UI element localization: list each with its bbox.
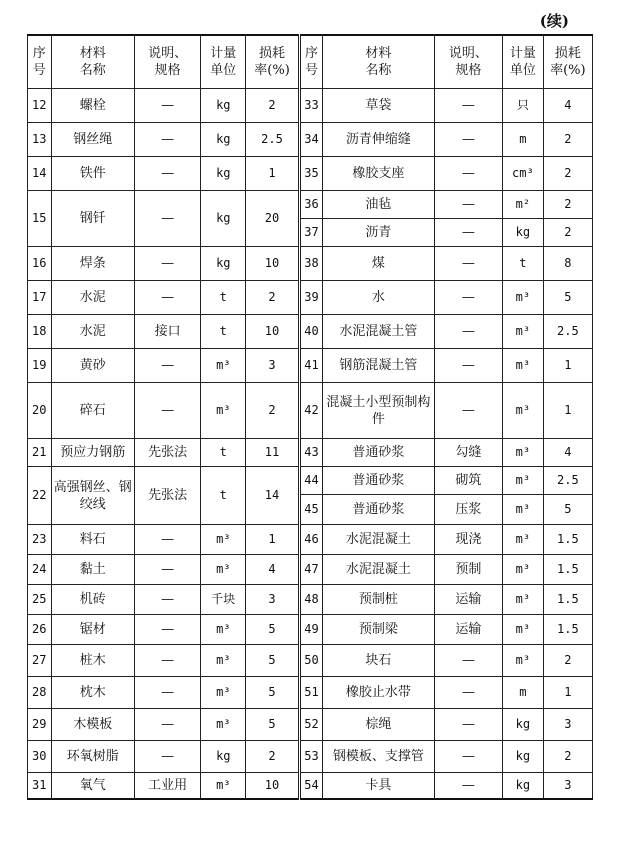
- left-spec-cell: —: [134, 677, 200, 709]
- left-loss-cell: 1: [246, 157, 300, 191]
- table-row: [28, 615, 593, 645]
- left-name-cell: 环氧树脂: [51, 741, 134, 773]
- left-unit-cell: m³: [201, 615, 246, 645]
- right-spec-cell: 预制: [434, 555, 502, 585]
- left-unit-cell: t: [201, 467, 246, 525]
- right-name-cell: 普通砂浆: [323, 495, 434, 525]
- left-spec-cell: 先张法: [134, 439, 200, 467]
- header-no: 序 号: [299, 35, 323, 89]
- left-name-cell: 桩木: [51, 645, 134, 677]
- right-no-cell: 34: [299, 123, 323, 157]
- left-name-cell: 水泥: [51, 281, 134, 315]
- left-no-cell: 22: [28, 467, 52, 525]
- left-no-cell: 14: [28, 157, 52, 191]
- left-no-cell: 27: [28, 645, 52, 677]
- right-no-cell: 47: [299, 555, 323, 585]
- right-unit-cell: m³: [503, 349, 544, 383]
- left-no-cell: 25: [28, 585, 52, 615]
- left-name-cell: 料石: [51, 525, 134, 555]
- left-name-cell: 黏土: [51, 555, 134, 585]
- left-unit-cell: m³: [201, 349, 246, 383]
- right-loss-cell: 2.5: [543, 467, 592, 495]
- table-row: [28, 645, 593, 677]
- right-name-cell: 普通砂浆: [323, 439, 434, 467]
- left-no-cell: 18: [28, 315, 52, 349]
- right-loss-cell: 1.5: [543, 615, 592, 645]
- right-name-cell: 水泥混凝土: [323, 525, 434, 555]
- left-no-cell: 24: [28, 555, 52, 585]
- right-spec-cell: —: [434, 89, 502, 123]
- right-spec-cell: —: [434, 383, 502, 439]
- right-spec-cell: —: [434, 315, 502, 349]
- left-unit-cell: kg: [201, 123, 246, 157]
- left-spec-cell: —: [134, 281, 200, 315]
- right-unit-cell: kg: [503, 219, 544, 247]
- header-loss: 损耗 率(%): [246, 35, 300, 89]
- header-spec: 说明、 规格: [134, 35, 200, 89]
- left-unit-cell: kg: [201, 741, 246, 773]
- left-loss-cell: 1: [246, 525, 300, 555]
- right-spec-cell: —: [434, 191, 502, 219]
- right-unit-cell: m³: [503, 315, 544, 349]
- left-unit-cell: t: [201, 281, 246, 315]
- left-no-cell: 16: [28, 247, 52, 281]
- left-spec-cell: —: [134, 615, 200, 645]
- left-loss-cell: 5: [246, 615, 300, 645]
- right-spec-cell: 运输: [434, 585, 502, 615]
- right-loss-cell: 4: [543, 89, 592, 123]
- left-no-cell: 21: [28, 439, 52, 467]
- left-no-cell: 26: [28, 615, 52, 645]
- header-name: 材料 名称: [51, 35, 134, 89]
- right-unit-cell: m: [503, 677, 544, 709]
- right-no-cell: 52: [299, 709, 323, 741]
- left-no-cell: 23: [28, 525, 52, 555]
- left-unit-cell: m³: [201, 645, 246, 677]
- right-no-cell: 51: [299, 677, 323, 709]
- right-no-cell: 54: [299, 773, 323, 799]
- right-loss-cell: 2.5: [543, 315, 592, 349]
- left-name-cell: 水泥: [51, 315, 134, 349]
- right-loss-cell: 1.5: [543, 555, 592, 585]
- left-loss-cell: 5: [246, 677, 300, 709]
- right-unit-cell: kg: [503, 741, 544, 773]
- right-unit-cell: m³: [503, 383, 544, 439]
- right-no-cell: 41: [299, 349, 323, 383]
- left-name-cell: 钢丝绳: [51, 123, 134, 157]
- left-name-cell: 高强钢丝、钢绞线: [51, 467, 134, 525]
- right-no-cell: 46: [299, 525, 323, 555]
- right-unit-cell: m³: [503, 615, 544, 645]
- right-unit-cell: m³: [503, 495, 544, 525]
- table-row: [28, 89, 593, 123]
- right-name-cell: 棕绳: [323, 709, 434, 741]
- left-spec-cell: —: [134, 709, 200, 741]
- right-spec-cell: —: [434, 247, 502, 281]
- right-no-cell: 36: [299, 191, 323, 219]
- left-loss-cell: 4: [246, 555, 300, 585]
- right-loss-cell: 2: [543, 219, 592, 247]
- right-spec-cell: 运输: [434, 615, 502, 645]
- right-unit-cell: t: [503, 247, 544, 281]
- right-no-cell: 50: [299, 645, 323, 677]
- right-loss-cell: 2: [543, 645, 592, 677]
- left-name-cell: 碎石: [51, 383, 134, 439]
- left-loss-cell: 10: [246, 315, 300, 349]
- left-loss-cell: 10: [246, 247, 300, 281]
- right-unit-cell: 只: [503, 89, 544, 123]
- left-name-cell: 黄砂: [51, 349, 134, 383]
- left-name-cell: 焊条: [51, 247, 134, 281]
- right-no-cell: 49: [299, 615, 323, 645]
- right-spec-cell: —: [434, 645, 502, 677]
- right-unit-cell: m³: [503, 645, 544, 677]
- left-spec-cell: —: [134, 645, 200, 677]
- left-no-cell: 17: [28, 281, 52, 315]
- left-unit-cell: kg: [201, 157, 246, 191]
- table-row: [28, 191, 593, 219]
- left-loss-cell: 11: [246, 439, 300, 467]
- right-unit-cell: m³: [503, 585, 544, 615]
- left-unit-cell: kg: [201, 247, 246, 281]
- left-no-cell: 15: [28, 191, 52, 247]
- right-spec-cell: —: [434, 281, 502, 315]
- left-loss-cell: 3: [246, 585, 300, 615]
- header-no: 序 号: [28, 35, 52, 89]
- left-spec-cell: —: [134, 383, 200, 439]
- left-spec-cell: —: [134, 349, 200, 383]
- left-unit-cell: kg: [201, 89, 246, 123]
- right-loss-cell: 2: [543, 157, 592, 191]
- left-no-cell: 13: [28, 123, 52, 157]
- left-spec-cell: —: [134, 157, 200, 191]
- right-no-cell: 42: [299, 383, 323, 439]
- left-name-cell: 机砖: [51, 585, 134, 615]
- right-no-cell: 45: [299, 495, 323, 525]
- right-name-cell: 水泥混凝土管: [323, 315, 434, 349]
- left-no-cell: 28: [28, 677, 52, 709]
- right-loss-cell: 1: [543, 349, 592, 383]
- left-no-cell: 12: [28, 89, 52, 123]
- left-no-cell: 19: [28, 349, 52, 383]
- material-loss-table: [27, 34, 593, 800]
- left-no-cell: 20: [28, 383, 52, 439]
- right-name-cell: 钢筋混凝土管: [323, 349, 434, 383]
- right-spec-cell: 压浆: [434, 495, 502, 525]
- right-spec-cell: 勾缝: [434, 439, 502, 467]
- right-name-cell: 沥青: [323, 219, 434, 247]
- right-no-cell: 48: [299, 585, 323, 615]
- right-loss-cell: 2: [543, 191, 592, 219]
- right-name-cell: 油毡: [323, 191, 434, 219]
- left-loss-cell: 3: [246, 349, 300, 383]
- table-row: [28, 555, 593, 585]
- left-name-cell: 氧气: [51, 773, 134, 799]
- left-spec-cell: 先张法: [134, 467, 200, 525]
- right-spec-cell: 砌筑: [434, 467, 502, 495]
- right-name-cell: 预制桩: [323, 585, 434, 615]
- table-row: [28, 123, 593, 157]
- right-spec-cell: —: [434, 219, 502, 247]
- continued-label: (续): [539, 12, 569, 30]
- right-name-cell: 块石: [323, 645, 434, 677]
- left-unit-cell: m³: [201, 677, 246, 709]
- right-loss-cell: 5: [543, 281, 592, 315]
- right-no-cell: 37: [299, 219, 323, 247]
- right-no-cell: 40: [299, 315, 323, 349]
- right-loss-cell: 2: [543, 123, 592, 157]
- left-unit-cell: m³: [201, 525, 246, 555]
- table-row: [28, 525, 593, 555]
- right-loss-cell: 1: [543, 383, 592, 439]
- left-loss-cell: 2.5: [246, 123, 300, 157]
- left-loss-cell: 5: [246, 709, 300, 741]
- left-spec-cell: —: [134, 191, 200, 247]
- left-spec-cell: —: [134, 585, 200, 615]
- left-loss-cell: 20: [246, 191, 300, 247]
- header-unit: 计量 单位: [201, 35, 246, 89]
- left-unit-cell: 千块: [201, 585, 246, 615]
- right-unit-cell: m³: [503, 467, 544, 495]
- table-row: [28, 315, 593, 349]
- right-name-cell: 橡胶止水带: [323, 677, 434, 709]
- table-row: [28, 467, 593, 495]
- right-spec-cell: —: [434, 773, 502, 799]
- right-spec-cell: —: [434, 677, 502, 709]
- left-spec-cell: 接口: [134, 315, 200, 349]
- left-loss-cell: 2: [246, 89, 300, 123]
- left-loss-cell: 2: [246, 383, 300, 439]
- right-name-cell: 草袋: [323, 89, 434, 123]
- right-name-cell: 混凝土小型预制构件: [323, 383, 434, 439]
- right-name-cell: 橡胶支座: [323, 157, 434, 191]
- right-spec-cell: 现浇: [434, 525, 502, 555]
- right-name-cell: 水: [323, 281, 434, 315]
- right-no-cell: 44: [299, 467, 323, 495]
- right-name-cell: 煤: [323, 247, 434, 281]
- right-spec-cell: —: [434, 157, 502, 191]
- left-spec-cell: —: [134, 247, 200, 281]
- right-loss-cell: 8: [543, 247, 592, 281]
- right-unit-cell: kg: [503, 709, 544, 741]
- left-name-cell: 枕木: [51, 677, 134, 709]
- left-name-cell: 钢钎: [51, 191, 134, 247]
- left-unit-cell: m³: [201, 383, 246, 439]
- left-no-cell: 29: [28, 709, 52, 741]
- right-unit-cell: kg: [503, 773, 544, 799]
- table-row: [28, 349, 593, 383]
- right-name-cell: 卡具: [323, 773, 434, 799]
- table-row: [28, 383, 593, 439]
- right-loss-cell: 1.5: [543, 585, 592, 615]
- right-no-cell: 35: [299, 157, 323, 191]
- right-unit-cell: m: [503, 123, 544, 157]
- right-no-cell: 53: [299, 741, 323, 773]
- right-no-cell: 33: [299, 89, 323, 123]
- left-spec-cell: —: [134, 525, 200, 555]
- header-spec: 说明、 规格: [434, 35, 502, 89]
- right-loss-cell: 2: [543, 741, 592, 773]
- right-name-cell: 钢模板、支撑管: [323, 741, 434, 773]
- left-no-cell: 31: [28, 773, 52, 799]
- left-loss-cell: 10: [246, 773, 300, 799]
- header-unit: 计量 单位: [503, 35, 544, 89]
- right-unit-cell: m²: [503, 191, 544, 219]
- right-spec-cell: —: [434, 349, 502, 383]
- table-row: [28, 585, 593, 615]
- table-row: [28, 773, 593, 799]
- left-unit-cell: t: [201, 315, 246, 349]
- header-name: 材料 名称: [323, 35, 434, 89]
- table-row: [28, 157, 593, 191]
- header-row: [28, 35, 593, 89]
- left-name-cell: 木模板: [51, 709, 134, 741]
- right-name-cell: 水泥混凝土: [323, 555, 434, 585]
- right-no-cell: 39: [299, 281, 323, 315]
- table-body: [28, 35, 593, 799]
- left-unit-cell: kg: [201, 191, 246, 247]
- table-row: [28, 709, 593, 741]
- right-loss-cell: 3: [543, 773, 592, 799]
- right-loss-cell: 4: [543, 439, 592, 467]
- right-loss-cell: 1.5: [543, 525, 592, 555]
- right-unit-cell: m³: [503, 281, 544, 315]
- table-row: [28, 247, 593, 281]
- left-loss-cell: 2: [246, 741, 300, 773]
- right-no-cell: 43: [299, 439, 323, 467]
- right-spec-cell: —: [434, 741, 502, 773]
- right-spec-cell: —: [434, 709, 502, 741]
- right-loss-cell: 3: [543, 709, 592, 741]
- left-unit-cell: m³: [201, 709, 246, 741]
- left-name-cell: 铁件: [51, 157, 134, 191]
- left-spec-cell: —: [134, 555, 200, 585]
- left-name-cell: 预应力钢筋: [51, 439, 134, 467]
- header-loss: 损耗 率(%): [543, 35, 592, 89]
- right-loss-cell: 5: [543, 495, 592, 525]
- left-spec-cell: —: [134, 741, 200, 773]
- left-name-cell: 锯材: [51, 615, 134, 645]
- table-row: [28, 281, 593, 315]
- right-spec-cell: —: [434, 123, 502, 157]
- left-loss-cell: 5: [246, 645, 300, 677]
- table-row: [28, 439, 593, 467]
- right-name-cell: 预制梁: [323, 615, 434, 645]
- right-unit-cell: m³: [503, 555, 544, 585]
- left-no-cell: 30: [28, 741, 52, 773]
- right-loss-cell: 1: [543, 677, 592, 709]
- right-name-cell: 普通砂浆: [323, 467, 434, 495]
- left-unit-cell: m³: [201, 773, 246, 799]
- left-unit-cell: m³: [201, 555, 246, 585]
- left-loss-cell: 2: [246, 281, 300, 315]
- right-unit-cell: cm³: [503, 157, 544, 191]
- left-spec-cell: 工业用: [134, 773, 200, 799]
- left-unit-cell: t: [201, 439, 246, 467]
- left-loss-cell: 14: [246, 467, 300, 525]
- left-name-cell: 螺栓: [51, 89, 134, 123]
- left-spec-cell: —: [134, 89, 200, 123]
- left-spec-cell: —: [134, 123, 200, 157]
- table-row: [28, 741, 593, 773]
- right-unit-cell: m³: [503, 439, 544, 467]
- right-no-cell: 38: [299, 247, 323, 281]
- right-name-cell: 沥青伸缩缝: [323, 123, 434, 157]
- right-unit-cell: m³: [503, 525, 544, 555]
- table-row: [28, 677, 593, 709]
